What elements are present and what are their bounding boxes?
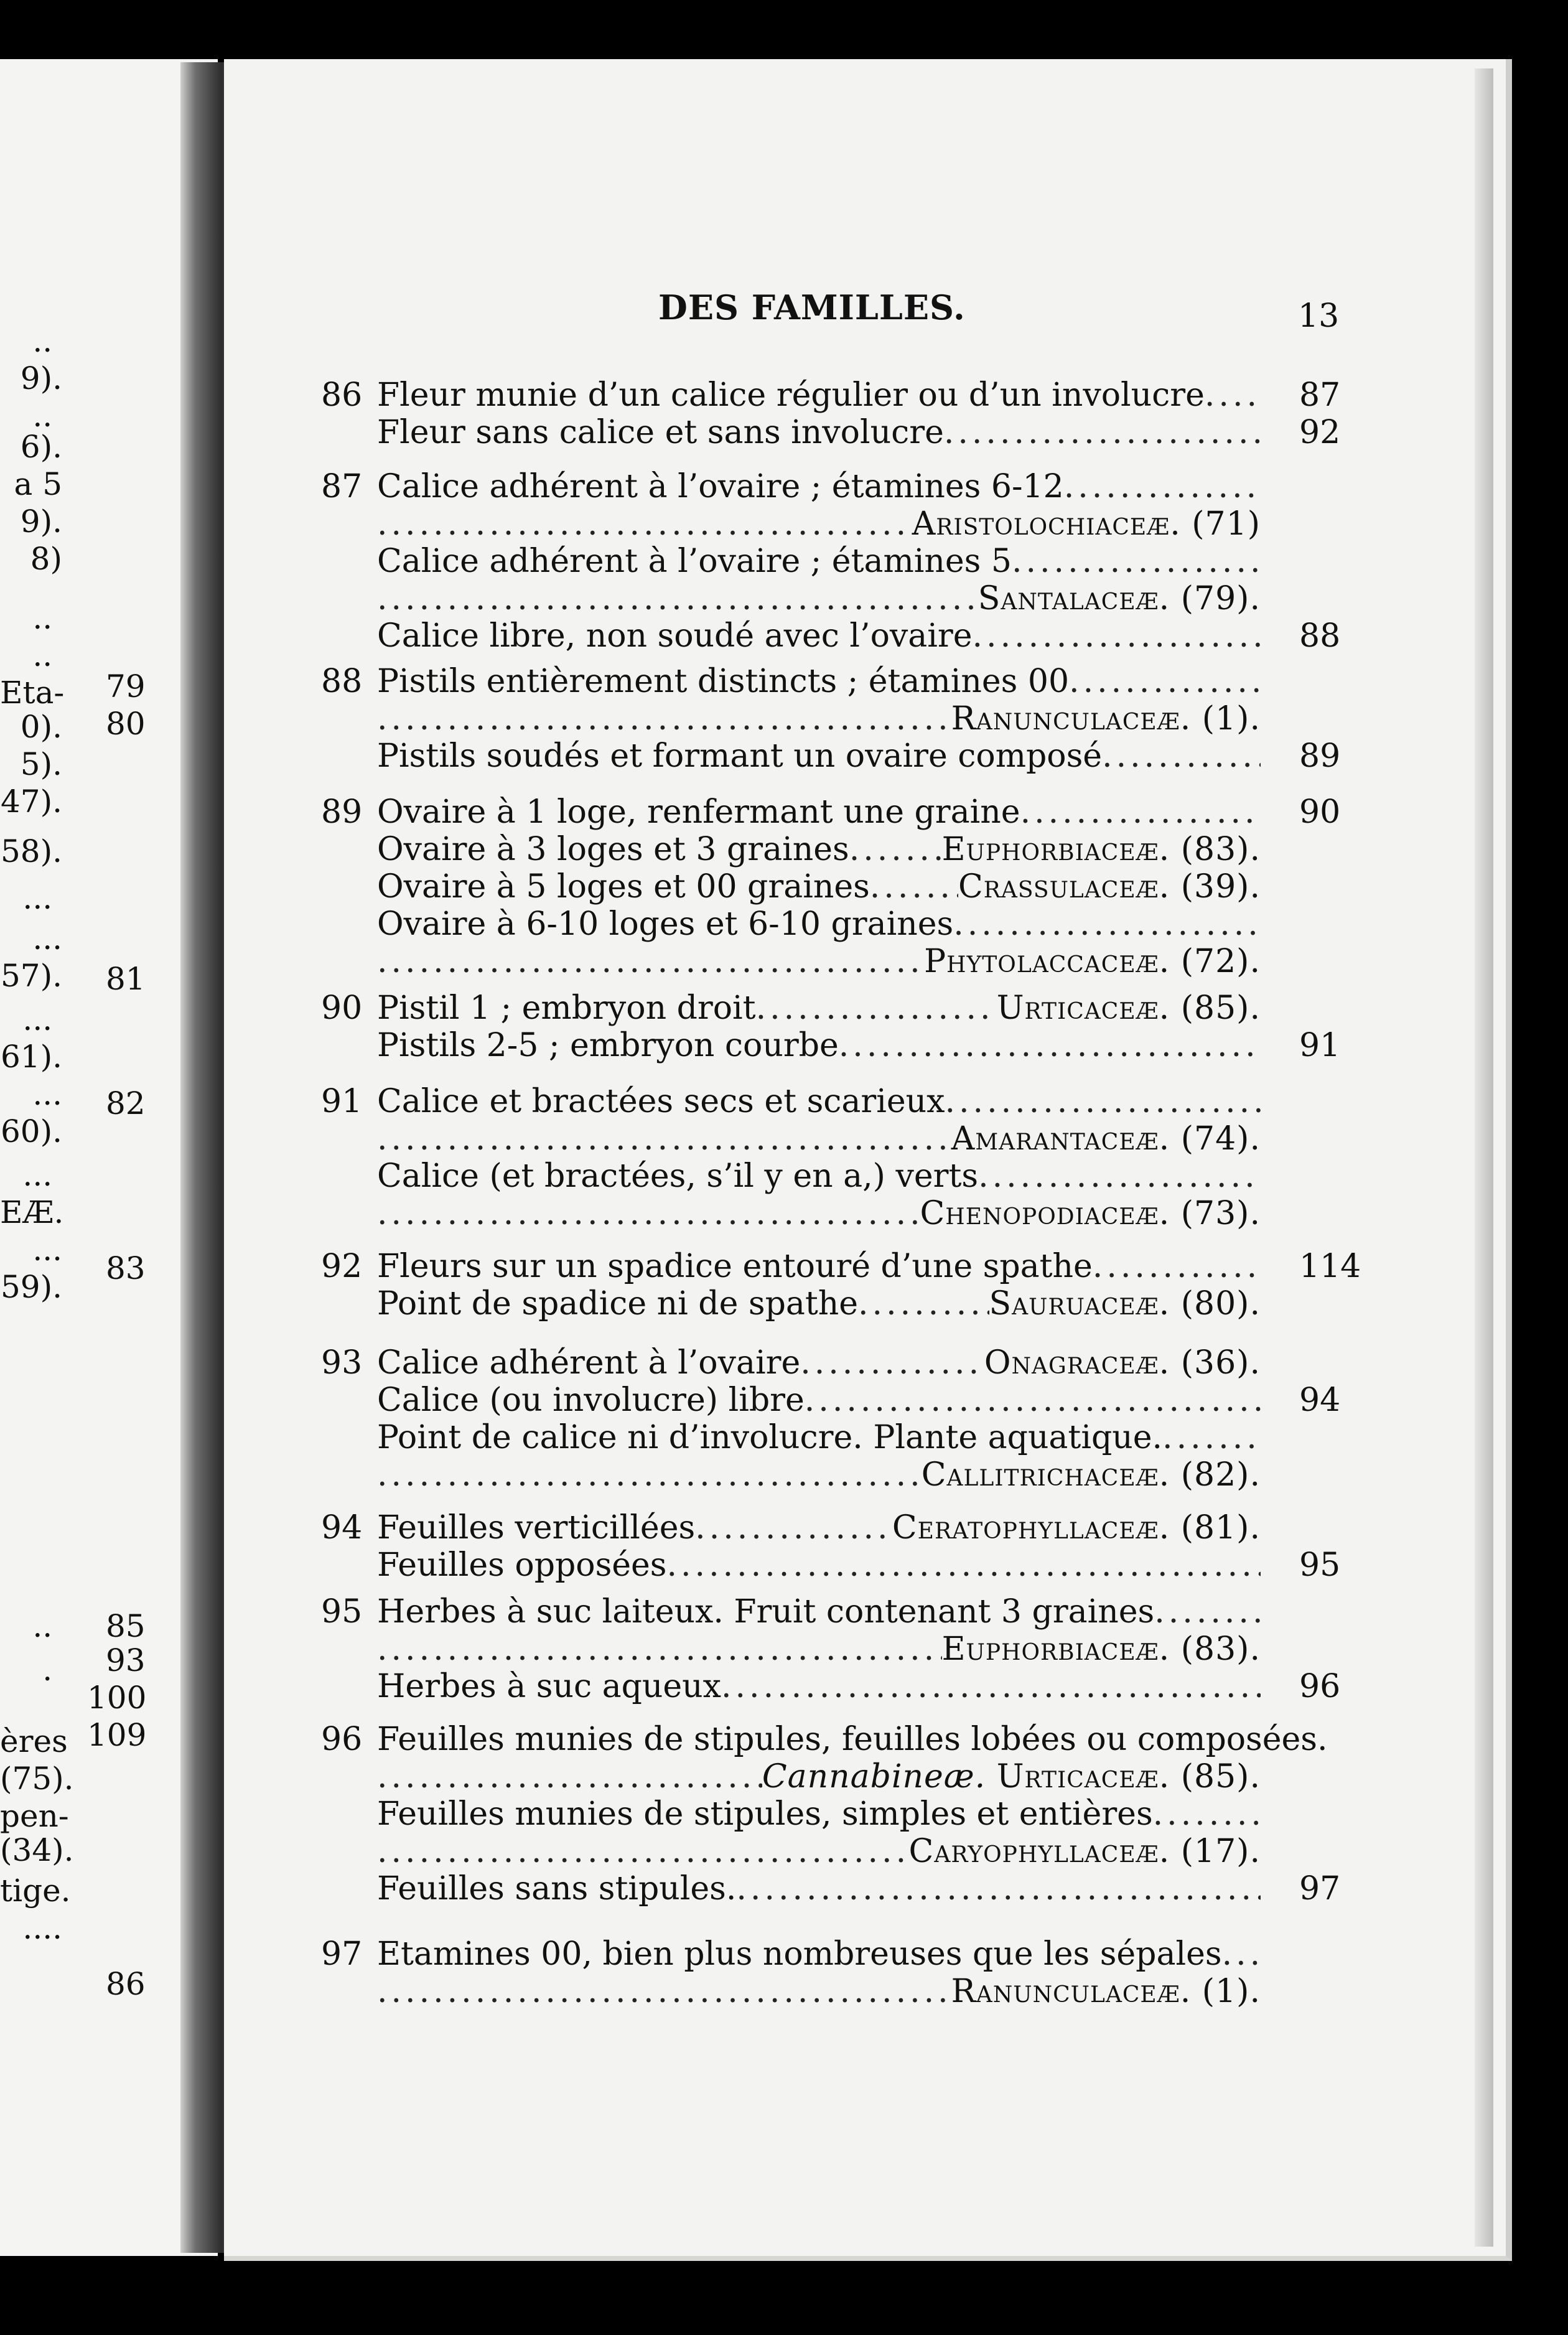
left-page-fragment: .. — [32, 398, 62, 434]
entry-line — [321, 1758, 1261, 1795]
leader-dots — [1154, 1593, 1261, 1631]
entry-line — [321, 617, 1261, 655]
family-name — [984, 1344, 1261, 1382]
leader-dots — [1064, 468, 1261, 505]
leader-dots — [756, 990, 997, 1027]
entry-line — [321, 737, 1261, 775]
family-label: Amarantaceæ. (74). — [951, 1120, 1261, 1158]
key-entry — [321, 1593, 1261, 1705]
key-entry — [321, 1248, 1261, 1322]
left-page-number: 82 — [106, 1085, 146, 1121]
family-name — [924, 943, 1261, 980]
cross-reference-number: 94 — [1299, 1382, 1341, 1419]
left-page-number: 93 — [106, 1642, 146, 1678]
leader-dots — [858, 1285, 989, 1322]
left-page-number: 79 — [106, 668, 146, 704]
entry-line — [321, 1593, 1261, 1631]
family-label: Euphorbiaceæ. (83). — [941, 1631, 1261, 1668]
left-page-fragment: .. — [32, 600, 62, 636]
left-page-fragment: .. — [32, 637, 62, 673]
cross-reference-number: 95 — [1299, 1547, 1341, 1584]
entry-text: Fleur sans calice et sans involucre — [377, 414, 944, 451]
family-name — [942, 1631, 1261, 1668]
entry-line — [321, 663, 1261, 700]
entry-line — [321, 505, 1261, 543]
entry-line — [321, 1668, 1261, 1705]
leader-dots — [1012, 543, 1261, 580]
entry-number: 88 — [321, 663, 363, 700]
left-page-fragment: 9). — [20, 360, 62, 396]
cross-reference-number: 91 — [1299, 1027, 1341, 1064]
family-label: Phytolaccaceæ. (72). — [924, 943, 1261, 980]
leader-dots — [377, 505, 912, 543]
leader-dots — [1222, 1935, 1261, 1973]
key-entry — [321, 990, 1261, 1064]
leader-dots — [1153, 1795, 1261, 1833]
entry-text: Pistils soudés et formant un ovaire composé — [377, 737, 1103, 775]
entry-line — [321, 1721, 1328, 1758]
entry-line — [321, 543, 1261, 580]
cross-reference-number: 97 — [1299, 1870, 1341, 1907]
left-page-fragment: ... — [22, 1157, 62, 1193]
family-name — [912, 505, 1261, 543]
entry-line — [321, 414, 1261, 451]
entry-line — [321, 905, 1261, 943]
family-label: Urticaceæ. (85). — [996, 990, 1261, 1027]
entry-text: Pistil 1 ; embryon droit — [377, 990, 756, 1027]
entry-text: Calice libre, non soudé avec l’ovaire — [377, 617, 973, 655]
page-edge — [1475, 68, 1493, 2247]
leader-dots — [1069, 663, 1261, 700]
entry-line — [321, 1248, 1261, 1285]
leader-dots — [1102, 737, 1261, 775]
cross-reference-number: 88 — [1299, 617, 1341, 655]
entry-text: Calice adhérent à l’ovaire — [377, 1344, 801, 1382]
left-page-fragment: 47). — [0, 784, 62, 820]
entry-text: Ovaire à 5 loges et 00 graines — [377, 868, 870, 905]
leader-dots — [849, 831, 942, 868]
left-page-number: 109 — [87, 1717, 147, 1753]
family-label: Callitrichaceæ. (82). — [921, 1456, 1261, 1494]
leader-dots — [377, 700, 951, 737]
family-label: Urticaceæ. (85). — [996, 1758, 1261, 1795]
family-label: Aristolochiaceæ. (71) — [912, 505, 1261, 543]
left-page-fragment: ères — [0, 1723, 68, 1759]
left-page-number: 80 — [106, 706, 146, 742]
running-header: DES FAMILLES. — [658, 288, 966, 327]
key-entry — [321, 793, 1261, 980]
left-page-fragment: ... — [22, 1001, 62, 1037]
left-page-fragment: pen- — [0, 1798, 69, 1834]
family-name — [951, 1120, 1261, 1158]
leader-dots — [377, 1973, 951, 2010]
entry-line — [321, 580, 1261, 617]
family-name — [951, 1973, 1261, 2010]
leader-dots — [695, 1509, 892, 1547]
left-page-fragment: (34). — [0, 1832, 74, 1868]
family-name — [958, 868, 1261, 905]
cross-reference-number: 89 — [1299, 737, 1341, 775]
left-page-fragment: (75). — [0, 1761, 74, 1797]
left-page-fragment: 8) — [30, 541, 62, 577]
leader-dots — [800, 1344, 984, 1382]
leader-dots — [377, 1195, 920, 1232]
entry-text: Calice adhérent à l’ovaire ; étamines 5 — [377, 543, 1012, 580]
left-page-fragment: EÆ. — [0, 1194, 64, 1230]
left-page-fragment: 60). — [0, 1113, 62, 1149]
leader-dots — [973, 617, 1261, 655]
left-page-fragment: ... — [32, 1076, 62, 1112]
leader-dots — [377, 1631, 942, 1668]
family-name — [951, 700, 1261, 737]
entry-text: Ovaire à 3 loges et 3 graines — [377, 831, 849, 868]
entry-line — [321, 1158, 1261, 1195]
entry-text: Feuilles munies de stipules, feuilles lobées ou composées. — [377, 1721, 1328, 1758]
leader-dots — [953, 905, 1261, 943]
left-page-fragment: 0). — [20, 709, 62, 745]
entry-number: 92 — [321, 1248, 363, 1285]
entry-line — [321, 1027, 1261, 1064]
left-page-fragment: 61). — [0, 1039, 62, 1075]
leader-dots — [377, 1456, 922, 1494]
entry-text: Ovaire à 1 loge, renfermant une graine — [377, 793, 1020, 831]
left-page-fragment: .... — [22, 1910, 62, 1946]
left-page-fragment: a 5 — [14, 466, 62, 502]
entry-text: Calice adhérent à l’ovaire ; étamines 6-12 — [377, 468, 1064, 505]
family-name — [942, 831, 1261, 868]
leader-dots — [805, 1382, 1261, 1419]
family-name — [997, 990, 1261, 1027]
cross-reference-number: 92 — [1299, 414, 1341, 451]
entry-number: 97 — [321, 1935, 363, 1973]
entry-line — [321, 990, 1261, 1027]
family-label: Chenopodiaceæ. (73). — [920, 1195, 1261, 1232]
leader-dots — [736, 1870, 1261, 1907]
entry-text: Fleur munie d’un calice régulier ou d’un involucre — [377, 377, 1205, 414]
entry-line — [321, 831, 1261, 868]
left-page-fragment: 6). — [20, 429, 62, 465]
left-page-fragment: Eta- — [0, 675, 65, 711]
left-page-fragment: 5). — [20, 746, 62, 782]
entry-number: 87 — [321, 468, 363, 505]
entry-line — [321, 1973, 1261, 2010]
left-page-fragment: ... — [22, 880, 62, 916]
family-label: Onagraceæ. (36). — [984, 1344, 1261, 1382]
leader-dots — [377, 943, 924, 980]
cross-reference-number: 96 — [1299, 1668, 1341, 1705]
family-label: Ceratophyllaceæ. (81). — [892, 1509, 1261, 1547]
entry-text: Feuilles opposées — [377, 1547, 667, 1584]
entry-line — [321, 793, 1261, 831]
left-page-fragment: 58). — [0, 833, 62, 869]
left-page-number: 100 — [87, 1680, 147, 1716]
entry-line — [321, 1833, 1261, 1870]
left-page-number: 85 — [106, 1608, 146, 1644]
entry-number: 93 — [321, 1344, 363, 1382]
left-page-fragment: .. — [32, 1608, 62, 1644]
leader-dots — [1205, 377, 1261, 414]
entry-line — [321, 1120, 1261, 1158]
cross-reference-number: 87 — [1299, 377, 1341, 414]
leader-dots — [377, 1758, 762, 1795]
entry-line — [321, 1870, 1261, 1907]
left-page-fragment: .. — [32, 323, 62, 359]
entry-text: Feuilles munies de stipules, simples et entières — [377, 1795, 1153, 1833]
entry-text: Point de calice ni d’involucre. Plante aquatique. — [377, 1419, 1163, 1456]
tribe-name: Cannabineæ. — [762, 1758, 997, 1795]
entry-number: 95 — [321, 1593, 363, 1631]
family-label: Sauruaceæ. (80). — [989, 1285, 1261, 1322]
leader-dots — [839, 1027, 1261, 1064]
left-page-fragment: . — [42, 1652, 62, 1688]
entry-text: Herbes à suc aqueux — [377, 1668, 721, 1705]
family-name — [762, 1758, 1261, 1795]
left-page-number: 83 — [106, 1250, 146, 1286]
leader-dots — [1162, 1419, 1261, 1456]
entry-text: Point de spadice ni de spathe — [377, 1285, 859, 1322]
entry-text: Herbes à suc laiteux. Fruit contenant 3 graines — [377, 1593, 1155, 1631]
key-entry — [321, 1509, 1261, 1584]
leader-dots — [667, 1547, 1261, 1584]
left-page-number: 86 — [106, 1966, 146, 2002]
key-entry — [321, 1344, 1261, 1494]
left-page-fragment: 9). — [20, 503, 62, 540]
entry-text: Calice et bractées secs et scarieux — [377, 1083, 945, 1120]
left-page-fragment: tige. — [0, 1873, 71, 1909]
entry-line — [321, 1509, 1261, 1547]
leader-dots — [945, 1083, 1261, 1120]
key-entry — [321, 468, 1261, 655]
left-page-fragment: 59). — [0, 1269, 62, 1305]
family-name — [922, 1456, 1261, 1494]
left-page-fragment: ... — [32, 1232, 62, 1268]
leader-dots — [944, 414, 1261, 451]
entry-number: 96 — [321, 1721, 363, 1758]
family-name — [909, 1833, 1261, 1870]
entry-text: Feuilles verticillées — [377, 1509, 696, 1547]
entry-text: Etamines 00, bien plus nombreuses que les sépales — [377, 1935, 1222, 1973]
family-label: Santalaceæ. (79). — [978, 580, 1261, 617]
leader-dots — [377, 580, 978, 617]
family-name — [920, 1195, 1261, 1232]
key-entry — [321, 377, 1261, 451]
family-label: Caryophyllaceæ. (17). — [908, 1833, 1261, 1870]
family-label: Ranunculaceæ. (1). — [951, 700, 1261, 737]
entry-line — [321, 1344, 1261, 1382]
entry-line — [321, 1382, 1261, 1419]
cross-reference-number: 90 — [1299, 793, 1341, 831]
page-number: 13 — [1298, 297, 1340, 335]
entry-text: Feuilles sans stipules. — [377, 1870, 737, 1907]
family-label: Ranunculaceæ. (1). — [951, 1973, 1261, 2010]
leader-dots — [978, 1158, 1261, 1195]
leader-dots — [721, 1668, 1261, 1705]
family-label: Crassulaceæ. (39). — [958, 868, 1261, 905]
entry-text: Calice (et bractées, s’il y en a,) verts — [377, 1158, 979, 1195]
family-label: Euphorbiaceæ. (83). — [941, 831, 1261, 868]
entry-line — [321, 868, 1261, 905]
entry-line — [321, 1285, 1261, 1322]
leader-dots — [870, 868, 958, 905]
leader-dots — [1020, 793, 1261, 831]
cross-reference-number: 114 — [1299, 1248, 1361, 1285]
entry-text: Pistils 2-5 ; embryon courbe — [377, 1027, 839, 1064]
entry-line — [321, 943, 1261, 980]
key-entry — [321, 1935, 1261, 2010]
entry-line — [321, 1795, 1261, 1833]
entry-text: Fleurs sur un spadice entouré d’une spathe — [377, 1248, 1093, 1285]
entry-line — [321, 1456, 1261, 1494]
family-name — [978, 580, 1261, 617]
entry-number: 94 — [321, 1509, 363, 1547]
entry-line — [321, 1631, 1261, 1668]
entry-text: Pistils entièrement distincts ; étamines 00 — [377, 663, 1070, 700]
entry-number: 86 — [321, 377, 363, 414]
left-page-fragment: ... — [32, 920, 62, 957]
key-entry — [321, 663, 1261, 775]
entry-number: 89 — [321, 793, 363, 831]
entry-line — [321, 377, 1261, 414]
entry-line — [321, 1547, 1261, 1584]
entry-text: Calice (ou involucre) libre — [377, 1382, 805, 1419]
entry-line — [321, 1195, 1261, 1232]
family-name — [892, 1509, 1261, 1547]
entry-line — [321, 1083, 1261, 1120]
entry-number: 90 — [321, 990, 363, 1027]
leader-dots — [377, 1120, 951, 1158]
entry-line — [321, 1935, 1261, 1973]
key-entry — [321, 1083, 1261, 1232]
entry-line — [321, 1419, 1261, 1456]
leader-dots — [1093, 1248, 1261, 1285]
entry-text: Ovaire à 6-10 loges et 6-10 graines — [377, 905, 954, 943]
entry-number: 91 — [321, 1083, 363, 1120]
leader-dots — [377, 1833, 909, 1870]
entry-line — [321, 468, 1261, 505]
entry-line — [321, 700, 1261, 737]
left-page-number: 81 — [106, 961, 146, 997]
left-page-fragment: 57). — [0, 958, 62, 994]
family-name — [989, 1285, 1261, 1322]
